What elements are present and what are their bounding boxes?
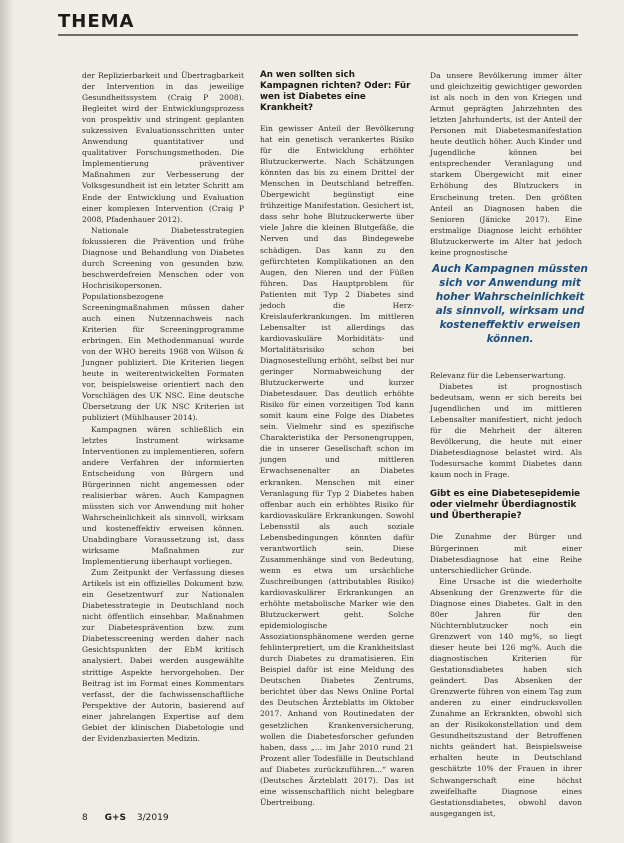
page-number: 8 xyxy=(82,813,88,823)
page-gutter-shadow xyxy=(0,0,14,843)
column-3-bottom xyxy=(430,370,582,819)
paragraph: Die Zunahme der Bürger und Bürgerinnen mit einer Diabetesdiagnose hat eine Reihe unterschiedlicher Gründe. xyxy=(430,532,582,575)
column-1 xyxy=(82,70,244,744)
magazine-name: G+S xyxy=(104,813,127,823)
paragraph: Nationale Diabetesstrategien fokussieren die Prävention und frühe Diagnose und Behandlung von Diabetes durch Screening von gesunden bzw. beschwerdefreien Menschen oder von Hochrisikopersonen. Populationsbezogene Screeningmaßnahmen müssen daher auch einen Nutzennachweis nach Kriterien für Screeningprogramme erbringen. Ein Methodenmanual wurde von der WHO bereits 1968 von Wilson & Jungner publiziert. Die Kriterien liegen heute in weiterentwickelten Formaten vor, beispielsweise orientiert nach den Vorschlägen des UK NSC. Eine deutsche Übersetzung der UK NSC Kriterien ist publiziert (Mühlhauser 2014). xyxy=(82,225,244,423)
column-3-top xyxy=(430,70,582,258)
paragraph: Zum Zeitpunkt der Verfassung dieses Artikels ist ein offizielles Dokument bzw. ein Gesetzentwurf zur Nationalen Diabetesstrategie in Deutschland noch nicht öffentlich einsehbar. Maßnahmen zur Diabetesprävention bzw. zum Diabetesscreening werden daher nach Gesichtspunkten der EbM kritisch analysiert. Dabei werden ausgewählte strittige Aspekte hervorgehoben. Der Beitrag ist im Format eines Kommentars verfasst, der die fachwissenschaftliche Perspektive der Autorin, basierend auf einer jahrelangen Expertise auf dem Gebiet der klinischen Diabetologie und der Evidenzbasierten Medizin. xyxy=(82,568,244,743)
column-2 xyxy=(260,70,414,808)
paragraph: Relevanz für die Lebenserwartung. xyxy=(430,371,566,380)
issue-number: 3/2019 xyxy=(136,813,169,823)
section-header xyxy=(58,10,578,36)
subheading-epidemic: Gibt es eine Diabetesepidemie oder vielmehr Überdiagnostik und Übertherapie? xyxy=(430,489,581,522)
section-title: THEMA xyxy=(58,11,135,32)
subheading-campaigns: An wen sollten sich Kampagnen richten? Oder: Für wen ist Diabetes eine Krankheit? xyxy=(260,70,411,113)
paragraph: der Replizierbarkeit und Übertragbarkeit der Intervention in das jeweilige Gesundheitssystem (Craig P 2008). Begleitet wird der Entwicklungsprozess von prospektiv und stringent geplanten sukzessiven Evaluationsschritten unter Anwendung quantitativer und qualitativer Forschungsmethoden. Die Implementierung präventiver Maßnahmen zur Verbesserung der Volksgesundheit ist ein letzter Schritt am Ende der Entwicklung und Evaluation einer komplexen Intervention (Craig P 2008, Pfadenhauer 2012). xyxy=(82,71,244,224)
pull-quote: Auch Kampagnen müssten sich vor Anwendung mit hoher Wahrscheinlichkeit als sinnvoll, wirksam und kosteneffektiv erweisen können. xyxy=(432,263,588,345)
paragraph: Da unsere Bevölkerung immer älter und gleichzeitig gewichtiger geworden ist als noch in den von Kriegen und Armut geprägten Jahrzehnten des letzten Jahrhunderts, ist der Anteil der Personen mit Diabetesmanifestation heute deutlich höher. Auch Kinder und Jugendliche können bei entsprechender Veranlagung und starkem Übergewicht mit einer Erhöhung des Blutzuckers in Erscheinung treten. Den größten Anteil an Diagnosen haben die Senioren (Jänicke 2017). Eine erstmalige Diagnose leicht erhöhter Blutzuckerwerte im Alter hat jedoch keine prognostische xyxy=(430,71,582,257)
paragraph: Ein gewisser Anteil der Bevölkerung hat ein genetisch verankertes Risiko für die Entwicklung erhöhter Blutzuckerwerte. Nach Schätzungen könnten das bis zu einem Drittel der Menschen in Deutschland betreffen. Übergewicht begünstigt eine frühzeitige Manifestation. Gesichert ist, dass sehr hohe Blutzuckerwerte über viele Jahre die kleinen Blutgefäße, die Nerven und das Bindegewebe schädigen. Das kann zu den gefürchteten Komplikationen an den Augen, den Nieren und der Füßen führen. Das Hauptproblem für Patienten mit Typ 2 Diabetes sind jedoch die Herz-Kreislauferkrankungen. Im mittleren Lebensalter ist allerdings das kardiovaskuläre Morbiditäts- und Mortalitätsrisiko schon bei Diagnosestellung erhöht, selbst bei nur geringer Normabweichung der Blutzuckerwerte und kurzer Diabetesdauer. Das deutlich erhöhte Risiko für einen vorzeitigen Tod kann somit kaum eine Folge des Diabetes sein. Vielmehr sind es spezifische Charakteristika der Personengruppen, die in unserer Gesellschaft schon im jungen und mittleren Erwachsenenalter an Diabetes erkranken. Menschen mit einer Veranlagung für Typ 2 Diabetes haben offenbar auch ein erhöhtes Risiko für kardiovaskuläre Erkrankungen. Sowohl Lebensstil als auch soziale Lebensbedingungen könnten dafür verantwortlich sein. Diese Zusammenhänge sind von Bedeutung, wenn es etwa um ursächliche Zuschreibungen (attributables Risiko) kardiovaskulärer Erkrankungen an erhöhte metabolische Marker wie den Blutzuckerwert geht. Solche epidemiologische Assoziationsphänomene werden gerne fehlinterpretiert, um die Krankheitslast durch Diabetes zu dramatisieren. Ein Beispiel dafür ist eine Meldung des Deutschen Diabetes Zentrums, berichtet über das News Online Portal des Deutschen Ärzteblatts im Oktober 2017. Anhand von Routinedaten der gesetzlichen Krankenversicherung, wollen die Diabetesforscher gefunden haben, dass „... im Jahr 2010 rund 21 Prozent aller Todesfälle in Deutschland auf Diabetes zurückzuführen...“ waren (Deutsches Ärzteblatt 2017). Das ist eine wissenschaftlich nicht belegbare Übertreibung. xyxy=(260,124,414,807)
paragraph: Diabetes ist prognostisch bedeutsam, wenn er sich bereits bei Jugendlichen und im mittleren Lebensalter manifestiert, nicht jedoch für die Mehrheit der älteren Bevölkerung, die heute mit einer Diabetesdiagnose belastet wird. Als Todesursache kommt Diabetes dann kaum noch in Frage. xyxy=(430,382,582,480)
paragraph: Eine Ursache ist die wiederholte Absenkung der Grenzwerte für die Diagnose eines Diabetes. Galt in den 80er Jahren für den Nüchternblutzucker noch ein Grenzwert von 140 mg%, so liegt dieser heute bei 126 mg%. Auch die diagnostischen Kriterien für Gestationsdiabetes haben sich geändert. Das Absenken der Grenzwerte führen von einem Tag zum anderen zu einer eindrucksvollen Zunahme an Erkrankten, obwohl sich an der Risikokonstellation und dem Gesundheitszustand der Betroffenen nichts geändert hat. Beispielsweise erhalten heute in Deutschland geschätzte 10% der Frauen in ihrer Schwangerschaft eine höchst zweifelhafte Diagnose eines Gestationsdiabetes, obwohl davon ausgegangen ist, xyxy=(430,576,582,818)
page-footer xyxy=(82,813,169,823)
paragraph: Kampagnen wären schließlich ein letztes Instrument wirksame Interventionen zu implementieren, sofern andere Verfahren der informierten Entscheidung von Bürgern und Bürgerinnen nicht angemessen oder realisierbar wären. Auch Kampagnen müssten sich vor Anwendung mit hoher Wahrscheinlichkeit als sinnvoll, wirksam und kosteneffektiv erweisen können. Unabdingbare Voraussetzung ist, dass wirksame Maßnahmen zur Implementierung überhaupt vorliegen. xyxy=(82,424,244,567)
